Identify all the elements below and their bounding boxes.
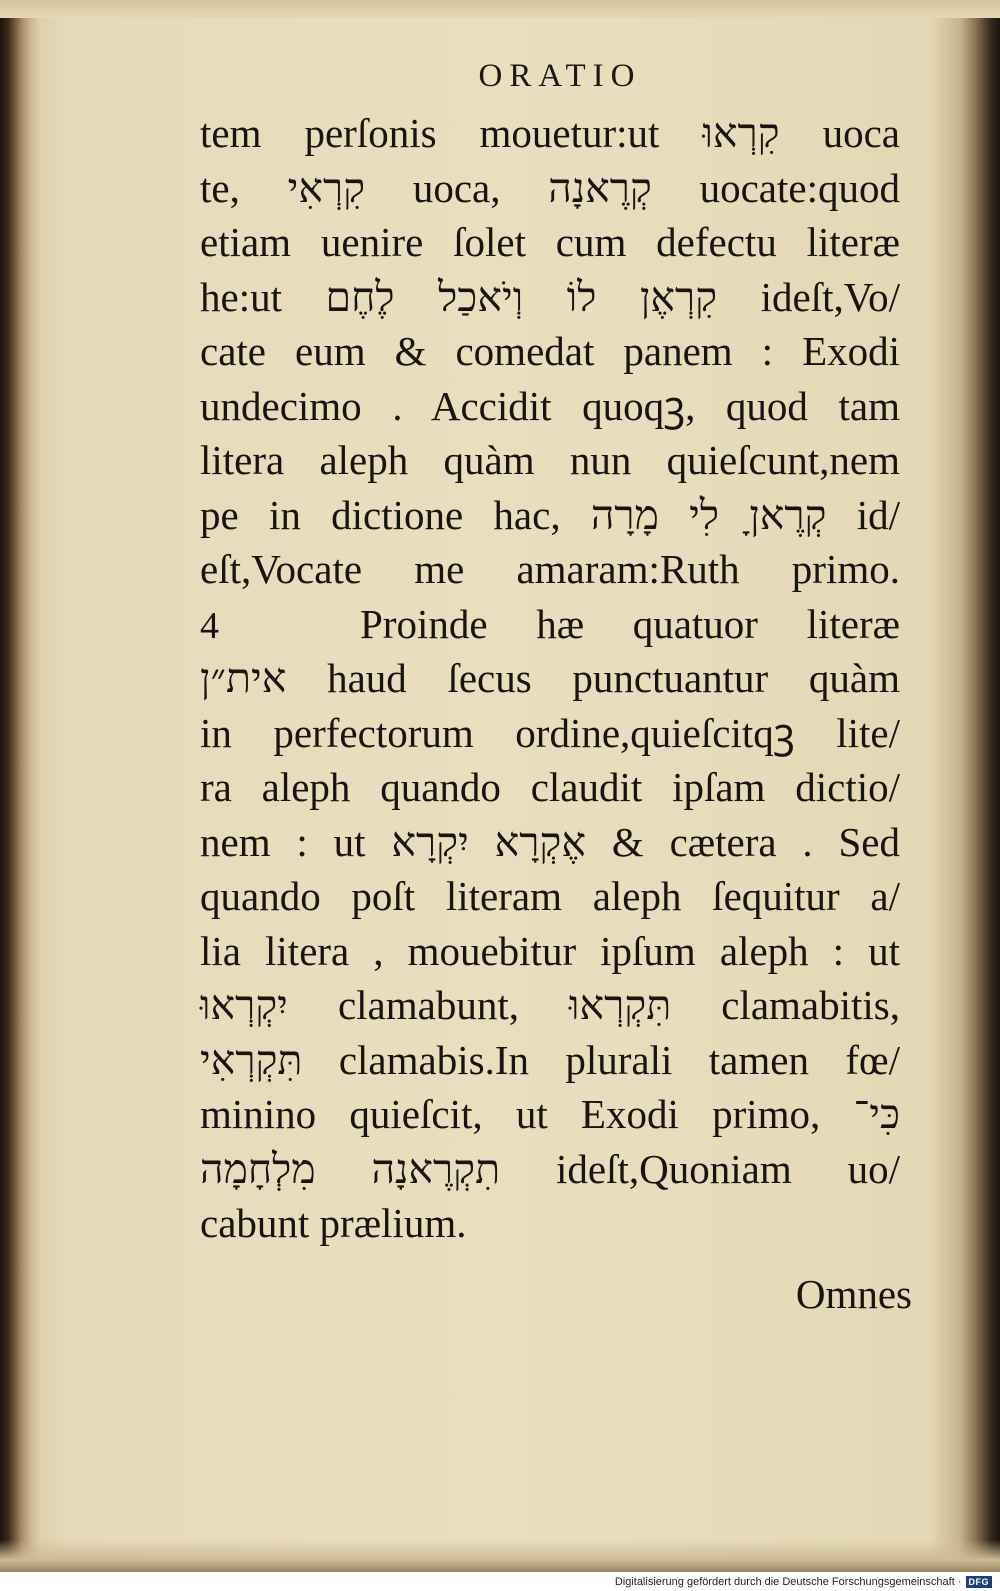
text-line: ra aleph quando claudit ipſam dictio/ [200, 764, 900, 810]
text-line: minino quieſcit, ut Exodi primo, כִּי־ [200, 1091, 900, 1137]
catchword: Omnes [795, 1271, 912, 1317]
text-line: cabunt prælium. [200, 1200, 467, 1246]
page-bottom-edge [0, 1540, 1000, 1572]
text-line: יִקְרְאוּ clamabunt, תִּקְרְאוּ clamabitis, [200, 982, 900, 1028]
text-line: etiam uenire ſolet cum defectu literæ [200, 219, 900, 265]
text-line: he:ut קִרְאֶן לוֹ וְיֹאכַל לֶחֶם ideſt,Vo/ [200, 273, 900, 320]
text-line: pe in dictione hac, קְרֶאןָ לִי מָרָה id/ [200, 491, 900, 538]
text-line: te, קִרְאִי uoca, קְרֶאנָה uocate:quod [200, 164, 900, 211]
footer-credit [0, 1572, 1000, 1591]
text-line: תִּקְרְאִי clamabis.In plurali tamen fœ/ [200, 1036, 900, 1083]
section-line [200, 597, 900, 652]
text-line: אית״ן haud ſecus punctuantur quàm [200, 655, 900, 701]
page-top-edge [0, 0, 1000, 18]
text-line: cate eum & comedat panem : Exodi [200, 328, 900, 374]
section-first-line: Proinde hæ quatuor literæ [360, 600, 900, 647]
running-head: ORATIO [478, 58, 642, 94]
text-line: litera aleph quàm nun quieſcunt,nem [200, 437, 900, 483]
text-line: tem perſonis mouetur:ut קִרְאוּ uoca [200, 110, 901, 156]
text-line: תִקְרֶאנָה מִלְחָמָה ideſt,Quoniam uo/ [200, 1145, 900, 1192]
text-line: in perfectorum ordine,quieſcitqꝫ lite/ [200, 709, 900, 756]
text-line: nem : ut אֶקְרָא יִקְרָא & cætera . Sed [200, 818, 900, 865]
text-line: lia litera , mouebitur ipſum aleph : ut [200, 927, 900, 974]
text-line: undecimo . Accidit quoqꝫ, quod tam [200, 382, 900, 429]
body-text [200, 106, 900, 1251]
text-line: eſt,Vocate me amaram:Ruth primo. [200, 546, 900, 592]
dfg-logo[interactable]: DFG [966, 1576, 993, 1588]
section-number: 4 [200, 604, 219, 647]
footer-text: Digitalisierung gefördert durch die Deutsche Forschungsgemeinschaft · [614, 1575, 962, 1588]
text-line: quando poſt literam aleph ſequitur a/ [200, 873, 900, 919]
